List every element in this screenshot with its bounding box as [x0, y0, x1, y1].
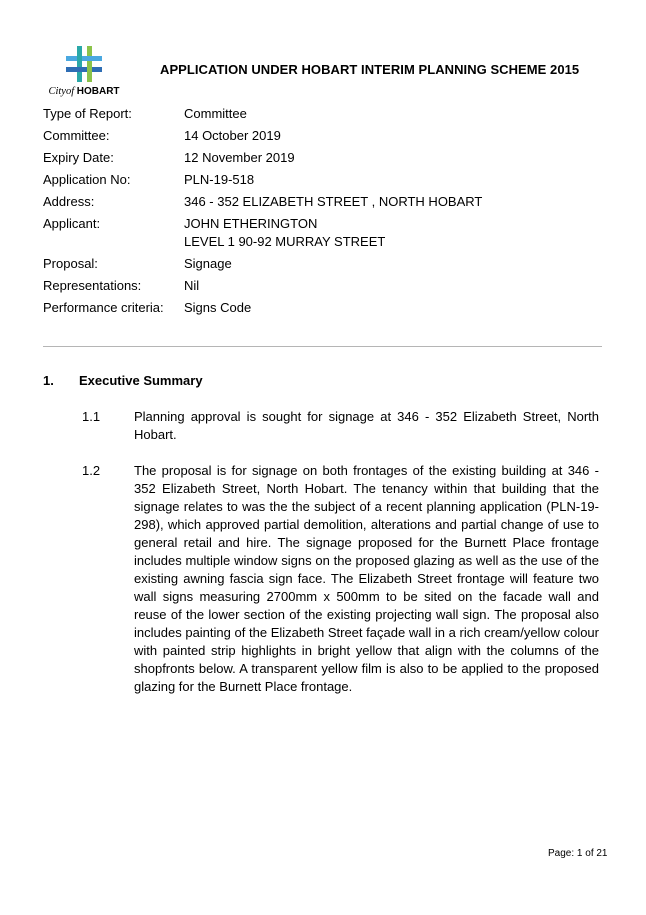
meta-value: Signage [184, 256, 232, 271]
city-of-hobart-logo [44, 44, 124, 100]
meta-row-type-of-report [43, 105, 603, 127]
logo-text-of: of [65, 86, 75, 97]
meta-label: Committee: [43, 128, 110, 143]
meta-label: Type of Report: [43, 106, 132, 121]
meta-value: Committee [184, 106, 247, 121]
meta-label: Proposal: [43, 256, 98, 271]
paragraph-number: 1.1 [82, 409, 101, 424]
paragraph-1-1 [82, 408, 599, 444]
meta-row-proposal [43, 255, 603, 277]
meta-value: 12 November 2019 [184, 150, 295, 165]
meta-label: Representations: [43, 278, 142, 293]
hobart-logo-mark-icon [64, 44, 104, 84]
logo-text-city: City [48, 86, 66, 97]
paragraph-text: Planning approval is sought for signage at 346 - 352 Elizabeth Street, North Hobart. [134, 409, 599, 442]
meta-value: PLN-19-518 [184, 172, 255, 187]
meta-value: JOHN ETHERINGTON [184, 216, 318, 231]
section-heading [43, 373, 203, 388]
meta-row-expiry-date [43, 149, 603, 171]
logo-wordmark [44, 86, 124, 97]
meta-value: 14 October 2019 [184, 128, 281, 143]
paragraph-number: 1.2 [82, 463, 101, 478]
meta-row-address [43, 193, 603, 215]
meta-row-committee [43, 127, 603, 149]
meta-value-line-2: LEVEL 1 90-92 MURRAY STREET [184, 234, 386, 249]
section-title: Executive Summary [79, 373, 203, 388]
logo-text-hobart: HOBART [76, 86, 120, 97]
meta-label: Application No: [43, 172, 131, 187]
meta-label: Address: [43, 194, 95, 209]
meta-value: Nil [184, 278, 200, 293]
page-number: Page: 1 of 21 [548, 848, 608, 859]
meta-row-applicant [43, 215, 603, 255]
divider [43, 346, 602, 347]
paragraph-1-2 [82, 462, 599, 696]
paragraph-text: The proposal is for signage on both frontages of the existing building at 346 - 352 Elizabeth Street, North Hobart. The tenancy within that building that the signage relates to was the the subject of a recent planning application (PLN-19-298), which approved partial demolition, alterations and partial change of use to general retail and hire. The signage proposed for the Burnett Place frontage includes multiple window signs on the proposed glazing as well as the use of the existing awning fascia sign face. The Elizabeth Street frontage will feature two wall signs measuring 2700mm x 500mm to be sited on the facade wall and reuse of the lower section of the existing projecting wall sign. The proposal also includes painting of the Elizabeth Street façade wall in a rich cream/yellow colour with painted strip highlights in bright yellow that align with the columns of the shopfronts below. A transparent yellow film is also to be applied to the proposed glazing for the Burnett Place frontage. [134, 463, 599, 694]
section-number: 1. [43, 373, 54, 388]
meta-label: Applicant: [43, 216, 101, 231]
meta-row-representations [43, 277, 603, 299]
meta-value: 346 - 352 ELIZABETH STREET , NORTH HOBART [184, 194, 483, 209]
meta-label: Performance criteria: [43, 300, 164, 315]
meta-row-performance-criteria [43, 299, 603, 321]
meta-row-application-no [43, 171, 603, 193]
meta-value: Signs Code [184, 300, 252, 315]
document-title: APPLICATION UNDER HOBART INTERIM PLANNING SCHEME 2015 [160, 62, 580, 77]
meta-label: Expiry Date: [43, 150, 114, 165]
application-details [43, 105, 603, 321]
